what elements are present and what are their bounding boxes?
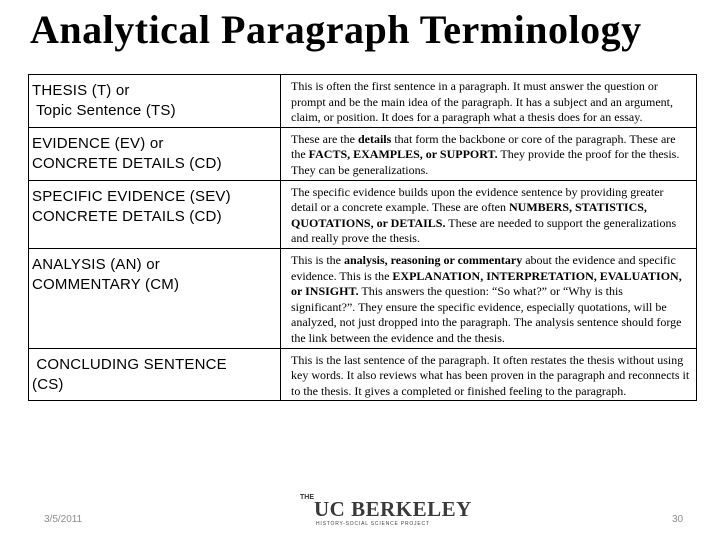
footer-date: 3/5/2011 <box>44 514 83 525</box>
definition-text: This answers the question: “So what?” or “Why is this significant?”. They ensure the specific evidence, especially quotations, will be analyzed, not just dropped into the paragraph. The analysis sentence should forge the link between the evidence and the thesis. <box>291 284 682 345</box>
page-number: 30 <box>672 514 684 525</box>
definition-text: This is the last sentence of the paragraph. It often restates the thesis without using key words. It also reviews what has been proven in the paragraph and reconnects it to the thesis. It gives a completed or finished feeling to the paragraph. <box>291 352 690 398</box>
term-line: CONCRETE DETAILS (CD) <box>32 207 222 225</box>
definition-cell <box>281 180 697 248</box>
logo-brand: UC BERKELEY <box>314 497 472 521</box>
term-cell <box>29 348 281 401</box>
term-line: SPECIFIC EVIDENCE (SEV) <box>32 187 231 205</box>
definition-text: These are needed to support the generalizations and really prove the thesis. <box>291 215 677 246</box>
definition-emphasis: NUMBERS, STATISTICS, QUOTATIONS, or DETAILS. <box>291 200 647 230</box>
table-row <box>29 248 697 348</box>
term-line: CONCRETE DETAILS (CD) <box>32 154 222 172</box>
definition-emphasis: EXPLANATION, INTERPRETATION, EVALUATION, or INSIGHT. <box>291 268 682 299</box>
definition-text: The specific evidence builds upon the evidence sentence by providing greater detail or a concrete example. These are often <box>291 184 664 215</box>
terminology-table-body <box>29 75 697 401</box>
definition-emphasis: analysis, reasoning or commentary <box>344 252 523 267</box>
definition-text: about the evidence and specific evidence. This is the <box>291 252 676 283</box>
term-cell <box>29 248 281 348</box>
definition-text: This is the <box>291 252 344 267</box>
definition-cell <box>281 127 697 180</box>
term-line: CONCLUDING SENTENCE <box>32 355 227 373</box>
table-row <box>29 180 697 248</box>
logo-the: THE <box>300 494 314 501</box>
logo-subtitle: HISTORY-SOCIAL SCIENCE PROJECT <box>316 521 430 527</box>
table-row <box>29 348 697 401</box>
table-row <box>29 127 697 180</box>
definition-emphasis: FACTS, EXAMPLES, or SUPPORT. <box>308 147 498 162</box>
definition-emphasis: details <box>357 131 392 146</box>
term-line: EVIDENCE (EV) or <box>32 134 164 152</box>
definition-text: These are the <box>291 131 358 146</box>
terminology-table <box>28 74 697 401</box>
definition-cell <box>281 248 697 348</box>
definition-text: that form the backbone or core of the paragraph. These are the <box>291 131 676 162</box>
term-cell <box>29 75 281 128</box>
term-line: THESIS (T) or <box>32 82 130 99</box>
term-cell <box>29 127 281 180</box>
term-line: (CS) <box>32 375 64 393</box>
definition-text: They provide the proof for the thesis. They can be generalizations. <box>291 147 680 177</box>
uc-berkeley-logo <box>300 494 472 528</box>
slide-title: Analytical Paragraph Terminology <box>30 7 642 52</box>
definition-cell <box>281 75 697 128</box>
term-line: Topic Sentence (TS) <box>32 102 176 119</box>
definition-cell <box>281 348 697 401</box>
term-cell <box>29 180 281 248</box>
definition-text: This is often the first sentence in a paragraph. It must answer the question or prompt and be the main idea of the paragraph. It has a subject and an argument, claim, or position. It does for a paragraph what a thesis does for an essay. <box>291 79 673 125</box>
term-line: COMMENTARY (CM) <box>32 275 180 293</box>
table-row <box>29 75 697 128</box>
term-line: ANALYSIS (AN) or <box>32 255 160 273</box>
